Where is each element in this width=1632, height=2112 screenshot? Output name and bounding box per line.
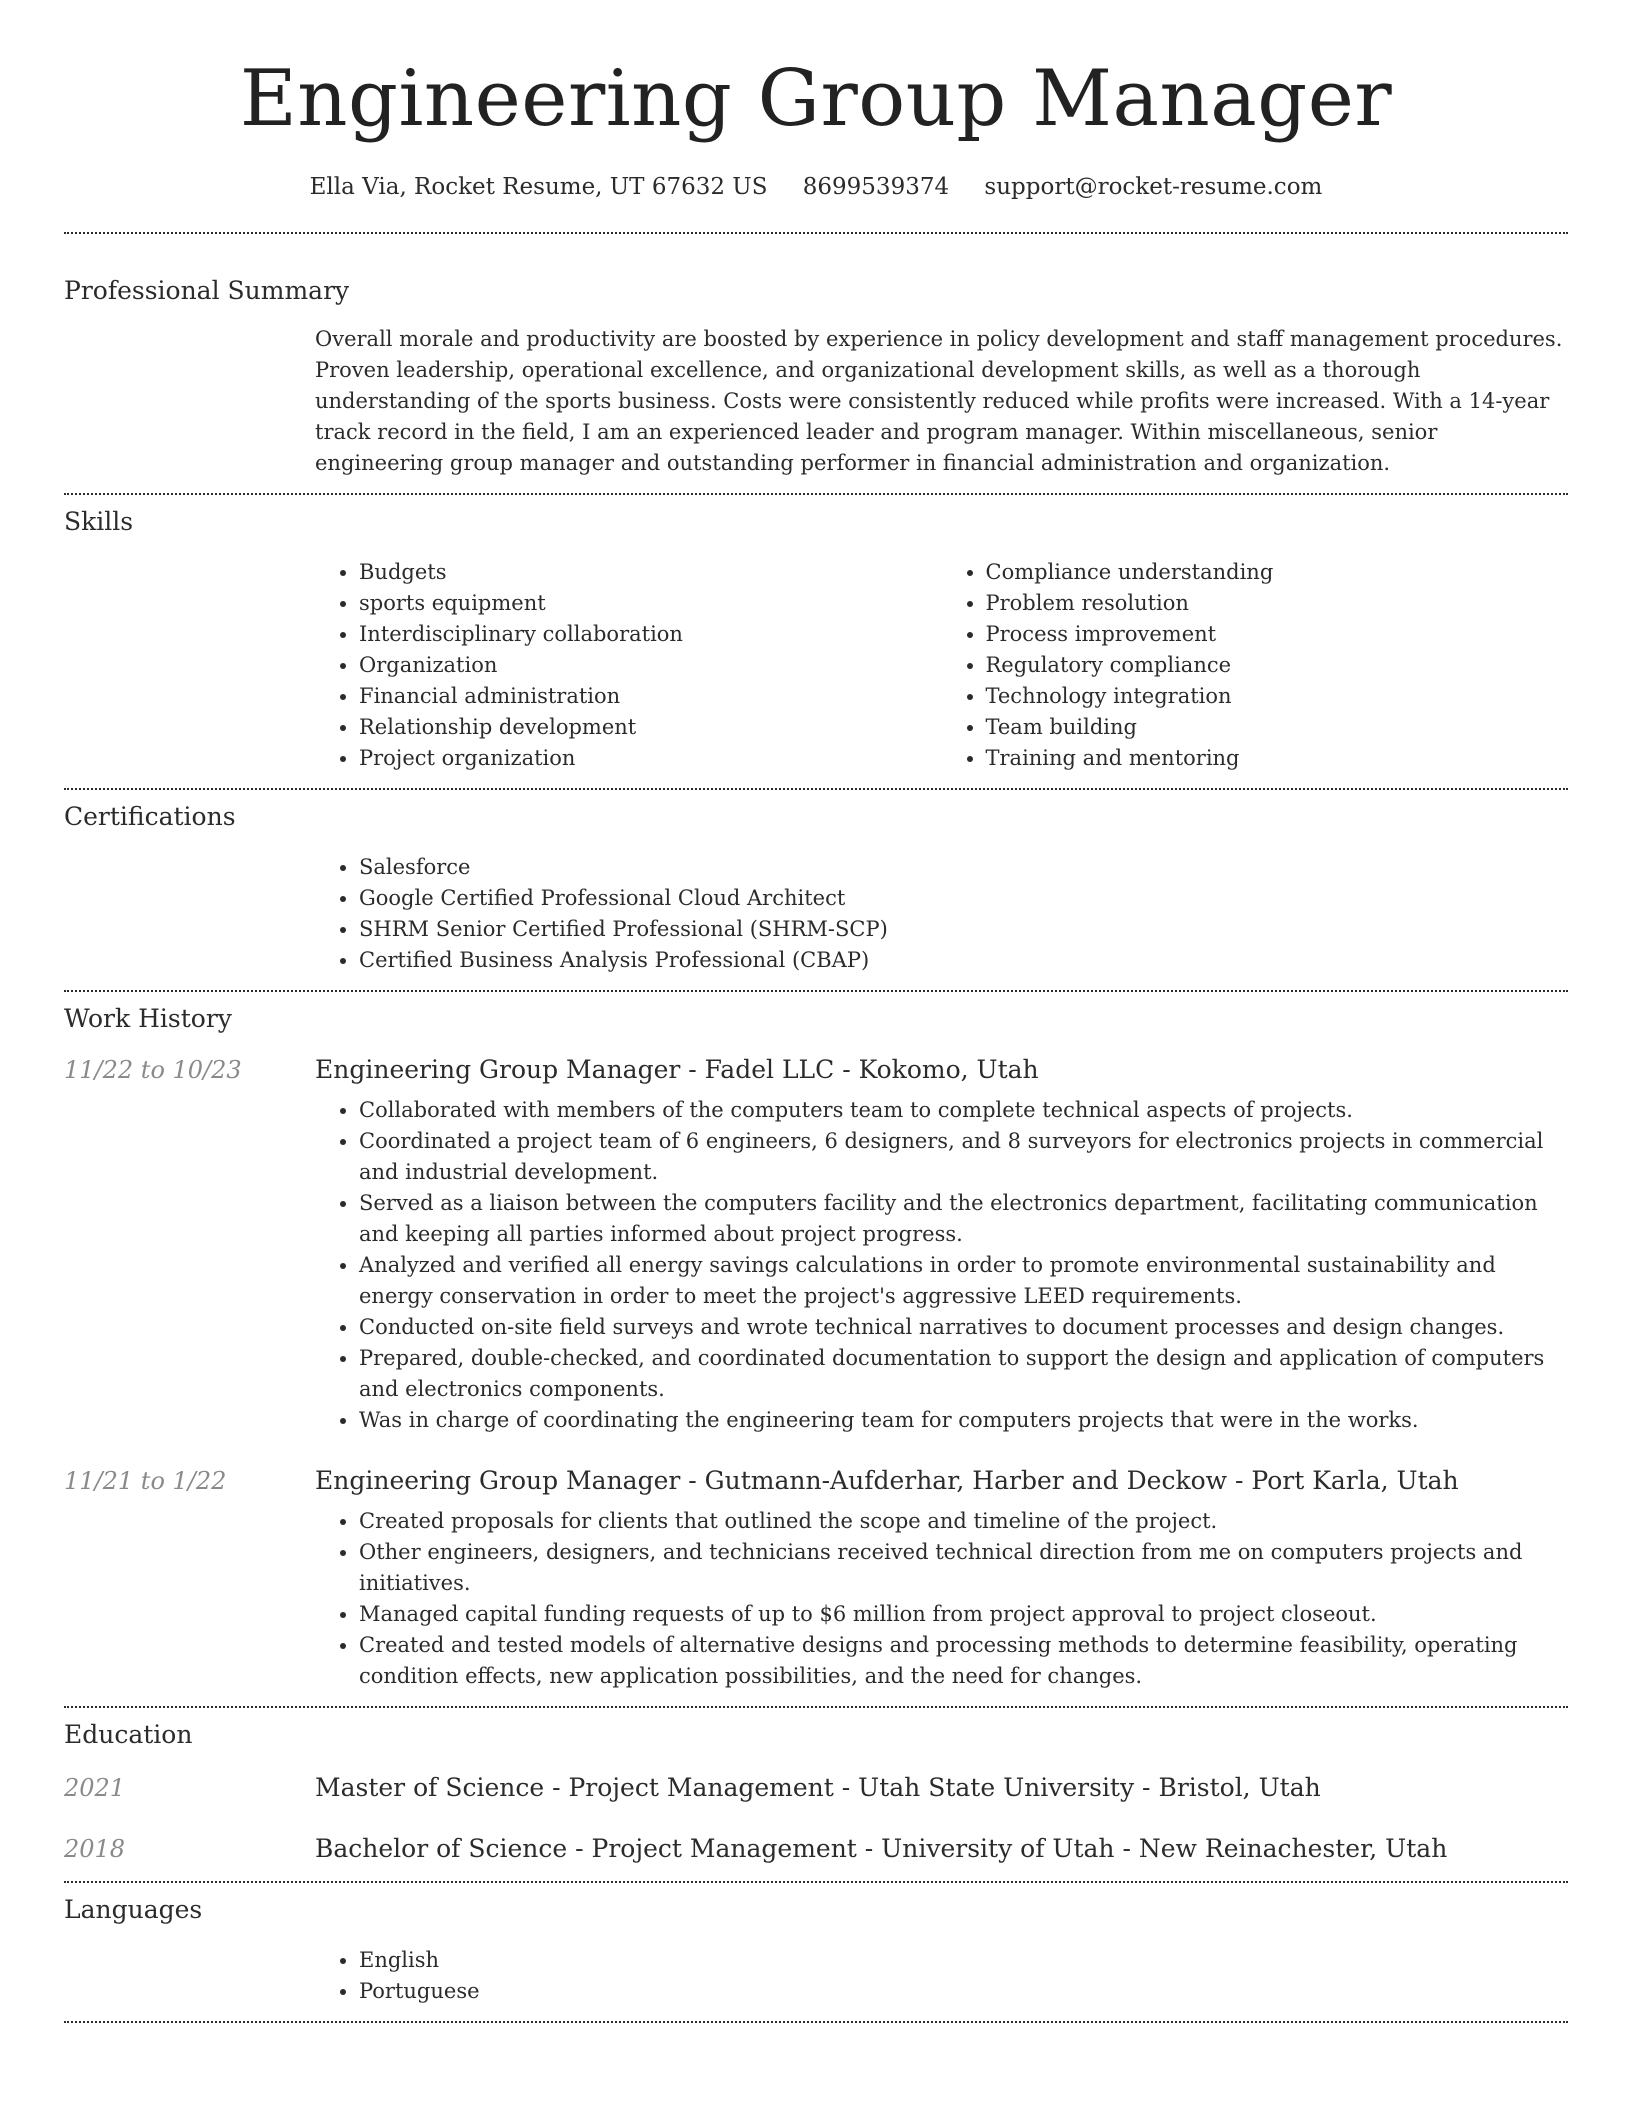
job-header [64, 1466, 1568, 1495]
language-item: • Portuguese [359, 1976, 1568, 2007]
skills-section [64, 495, 1568, 774]
summary-section [64, 234, 1568, 479]
job-bullet: • Created and tested models of alternative designs and processing methods to determine feasibility, operating condition effects, new application possibilities, and the need for changes. [359, 1630, 1568, 1692]
certification-item: • Salesforce [359, 852, 1568, 883]
skill-item: • Regulatory compliance [986, 650, 1569, 681]
skill-item: • Interdisciplinary collaboration [359, 619, 942, 650]
skill-item: • Compliance understanding [986, 557, 1569, 588]
job-header [64, 1055, 1568, 1084]
job-dates: 11/21 to 1/22 [64, 1467, 227, 1495]
skill-item: • Relationship development [359, 712, 942, 743]
section-divider [64, 2021, 1568, 2023]
job-bullets [315, 1506, 1568, 1692]
skill-item: • Financial administration [359, 681, 942, 712]
languages-section [64, 1883, 1568, 2007]
certifications-section [64, 790, 1568, 976]
job-bullet: • Analyzed and verified all energy savings calculations in order to promote environmental sustainability and energy conservation in order to meet the project's aggressive LEED requirements. [359, 1250, 1568, 1312]
education-text: Bachelor of Science - Project Management - University of Utah - New Reinachester, Utah [315, 1834, 1448, 1863]
job-bullet: • Was in charge of coordinating the engineering team for computers projects that were in the works. [359, 1405, 1568, 1436]
contact-address: Ella Via, Rocket Resume, UT 67632 US [309, 174, 768, 200]
job-entry [64, 1466, 1568, 1692]
section-title-languages: Languages [64, 1895, 203, 1924]
education-text: Master of Science - Project Management - Utah State University - Bristol, Utah [315, 1773, 1321, 1802]
job-entry [64, 1055, 1568, 1436]
skill-item: • Process improvement [986, 619, 1569, 650]
certification-item: • Certified Business Analysis Professional (CBAP) [359, 945, 1568, 976]
job-bullet: • Served as a liaison between the computers facility and the electronics department, facilitating communication and keeping all parties informed about project progress. [359, 1188, 1568, 1250]
section-title-skills: Skills [64, 507, 134, 536]
job-dates: 11/22 to 10/23 [64, 1056, 242, 1084]
skill-item: • Organization [359, 650, 942, 681]
languages-list [315, 1945, 1568, 2007]
certifications-list [315, 852, 1568, 976]
skill-item: • Project organization [359, 743, 942, 774]
skill-item: • Training and mentoring [986, 743, 1569, 774]
job-bullet: • Prepared, double-checked, and coordinated documentation to support the design and application of computers and electronics components. [359, 1343, 1568, 1405]
job-bullet: • Conducted on-site field surveys and wrote technical narratives to document processes and design changes. [359, 1312, 1568, 1343]
job-bullet: • Collaborated with members of the computers team to complete technical aspects of projects. [359, 1095, 1568, 1126]
job-bullet: • Managed capital funding requests of up to $6 million from project approval to project closeout. [359, 1599, 1568, 1630]
summary-text: Overall morale and productivity are boosted by experience in policy development and staff management procedures. Proven leadership, operational excellence, and organizational development skills, as well as a thorough understanding of the sports business. Costs were consistently reduced while profits were increased. With a 14-year track record in the field, I am an experienced leader and program manager. Within miscellaneous, senior engineering group manager and outstanding performer in financial administration and organization. [315, 327, 1563, 475]
education-year: 2021 [64, 1774, 126, 1802]
contact-phone: 8699539374 [802, 174, 950, 200]
skill-item: • Budgets [359, 557, 942, 588]
skill-item: • Team building [986, 712, 1569, 743]
section-title-certifications: Certifications [64, 802, 236, 831]
job-bullets [315, 1095, 1568, 1436]
job-heading: Engineering Group Manager - Gutmann-Aufderhar, Harber and Deckow - Port Karla, Utah [315, 1466, 1459, 1495]
job-heading: Engineering Group Manager - Fadel LLC - Kokomo, Utah [315, 1055, 1039, 1084]
certification-item: • SHRM Senior Certified Professional (SHRM-SCP) [359, 914, 1568, 945]
skills-list-left [315, 557, 942, 774]
skill-item: • Technology integration [986, 681, 1569, 712]
education-section [64, 1708, 1568, 1863]
section-title-work-history: Work History [64, 1004, 232, 1033]
section-title-education: Education [64, 1720, 193, 1749]
language-item: • English [359, 1945, 1568, 1976]
education-entry [64, 1773, 1568, 1802]
job-bullet: • Other engineers, designers, and technicians received technical direction from me on computers projects and initiatives. [359, 1537, 1568, 1599]
work-history-section [64, 992, 1568, 1692]
skills-columns [315, 557, 1568, 774]
certification-item: • Google Certified Professional Cloud Architect [359, 883, 1568, 914]
job-bullet: • Created proposals for clients that outlined the scope and timeline of the project. [359, 1506, 1568, 1537]
skill-item: • Problem resolution [986, 588, 1569, 619]
job-bullet: • Coordinated a project team of 6 engineers, 6 designers, and 8 surveyors for electronics projects in commercial and industrial development. [359, 1126, 1568, 1188]
resume-name: Engineering Group Manager [239, 54, 1393, 144]
skills-list-right [942, 557, 1569, 774]
contact-line [64, 174, 1568, 206]
education-entry [64, 1834, 1568, 1863]
contact-email: support@rocket-resume.com [984, 174, 1323, 200]
resume-page [64, 0, 1568, 2023]
skill-item: • sports equipment [359, 588, 942, 619]
education-year: 2018 [64, 1835, 126, 1863]
section-title-summary: Professional Summary [64, 276, 350, 305]
